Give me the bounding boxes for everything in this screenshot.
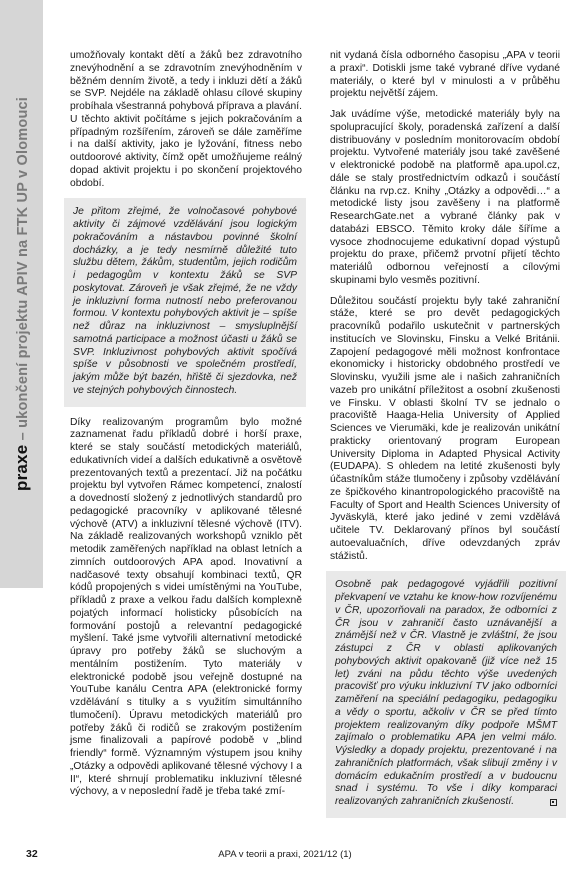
left-paragraph-1: umožňovaly kontakt dětí a žáků bez zdravotního znevýhodnění a se zdravotním znevýhodněním v běžném denním životě, a tedy i inkluzi dětí a žáků se SVP. Nejdéle na základě ohlasu cílové skupiny probíhala všestranná pohybová příprava a plavání. U těchto aktivit počítáme s jejich pokračováním a případným rozšířením, zároveň se dále zaměříme i na další aktivity, jako je lyžování, fitness nebo outdoorové aktivity, čímž opět umožňujeme reálný dopad aktivit projektu i po skončení projektového období. <box>70 50 302 189</box>
left-paragraph-2: Díky realizovaným programům bylo možné zaznamenat řadu příkladů dobré i horší praxe, které se staly součástí metodických materiálů, edukativních videí a dalších edukativně a osvětově prezentovaných textů a prezentací. Již na počátku projektu byl vytvořen Rámec kompetencí, znalostí a dovedností složený z jednotlivých standardů pro pedagogické pracovníky v aplikované tělesné výchově (ATV) a inkluzivní tělesné výchově (ITV). Na základě realizovaných workshopů vzniklo pět metodik zaměřených například na oblast letních a zimních outdoorových APA apod. Inovativní a nadčasové texty obsahují kombinaci textů, QR kódů propojených s videi umístěnými na YouTube, příkladů z praxe a velkou řadu dalších komplexně pojatých informací holisticky působících na formování postojů a relevantní pedagogické myšlení. Také jsme vytvořili alternativní metodické úpravy pro potřeby žáků se sluchovým a mentálním postižením. Tyto materiály v elektronické podobě jsou veřejně dostupné na YouTube kanálu Centra APA (elektronické formy vzdělávání s titulky a s využitím simultánního tlumočení). Úpravu metodických materiálů pro potřeby žáků či rodičů se zrakovým postižením jsme finalizovali a papírové podobě v „blind friendly“ formě. Významným výstupem jsou knihy „Otázky a odpovědi aplikované tělesné výchovy I a II“, které shrnují problematiku inkluzivní tělesné výchovy, a v neposlední řadě je třeba také zmí- <box>70 416 302 798</box>
right-highlight-box <box>326 571 566 818</box>
left-highlight-box <box>64 198 306 406</box>
right-paragraph-1: nit vydaná čísla odborného časopisu „APA v teorii a praxi“. Dotiskli jsme také vybrané dříve vydané materiály, o které byl v minulosti a v průběhu projektu největší zájem. <box>330 50 560 100</box>
section-label-dash: – <box>14 427 31 445</box>
left-column <box>70 50 302 807</box>
left-highlight-text: Je přitom zřejmé, že volnočasové pohybové aktivity či zájmové vzdělávání jsou logickým pokračováním a nástavbou povinné školní docházky, a je tedy nesmírně důležité tuto službu dětem, žákům, studentům, jejich rodičům i pedagogům v kontextu žáků se SVP poskytovat. Zároveň je však zřejmé, že ne vždy je inkluzivní forma nutností nebo preferovanou formou. V kontextu pohybových aktivit je – spíše než důraz na inkluzivnost – smysluplnější samotná participace a možnost účasti u žáků se SVP. Inkluzivnost pohybových aktivit spočívá spíše v působnosti ve společném prostředí, jakým může být bazén, hřiště či sjezdovka, než ve stejných pohybových činnostech. <box>73 206 297 396</box>
section-label-title: ukončení projektu APIV na FTK UP v Olomouci <box>14 97 31 428</box>
right-paragraph-3: Důležitou součástí projektu byly také zahraniční stáže, které se pro devět pedagogických pracovníků podařilo uskutečnit v partnerských institucích ve Slovinsku, Finsku a Velké Británii. Zapojení pedagogové měli možnost konfrontace ekonomicky i historicky obdobného prostředí ve Slovinsku, využili jsme ale i našich zahraničních vazeb pro unikátní příležitost a osobní zkušenosti ve Finsku. V oblasti školní TV se jednalo o pracoviště Haaga-Helia University of Applied Sciences ve Vierumäki, kde je realizován unikátní prakticky orientovaný program European University Diploma in Adapted Physical Activity (EUDAPA). S ohledem na letité zkušenosti byly účastníkům stáže tlumočeny i způsoby vzdělávání ze špičkového kinantropologického pracoviště na Faculty of Sport and Health Sciences University of Jyväskylä, které jako jediné v zemi vzdělává učitele TV. Deklarovaný přínos byl součástí autoevaluačních, dříve odevzdaných zpráv stážistů. <box>330 295 560 562</box>
right-highlight-text: Osobně pak pedagogové vyjádřili pozitivní překvapení ve vztahu ke know-how rozvíjenému v ČR, upozorňovali na paradox, že odborníci z ČR jsou v zahraničí často uznávanější a známější než v ČR. Vlastně je zvláštní, že jsou zástupci z ČR v oblasti aplikovaných pohybových aktivit opakovaně (již více než 15 let) zváni na půdu těchto výše uvedených pracovišť pro výuku inkluzivní TV jako odborníci zaměření na speciální pedagogiku, pedagogiku a vědy o sportu, ačkoliv v ČR se před tímto projektem realizovaným díky podpoře MŠMT zajímalo o problematiku APA jen velmi málo. Výsledky a dopady projektu, prezentované i na zahraničních platformách, však slibují změny i v domácím edukačním prostředí a v budoucnu snad i systému. To vše i díky komparaci realizovaných zahraničních zkušeností. <box>335 579 557 807</box>
end-of-article-icon <box>550 799 557 806</box>
section-label-strong: praxe <box>11 444 31 491</box>
page-footer <box>0 848 570 862</box>
right-column <box>330 50 560 828</box>
page-number: 32 <box>26 848 38 860</box>
journal-citation: APA v teorii a praxi, 2021/12 (1) <box>218 849 352 860</box>
right-paragraph-2: Jak uvádíme výše, metodické materiály byly na spolupracující školy, poradenská zařízení a další distribuovány v posledním monitorovacím období projektu. Vytvořené materiály jsou také zavěšené v elektronické podobě na platformě apa.upol.cz, dále se staly prostřednictvím odkazů i součástí článku na rvp.cz. Knihy „Otázky a odpovědi…“ a metodické listy jsou zavěšeny i na platformě ResearchGate.net a vybrané články pak v databázi EBSCO. Těmito kroky dále šíříme a vysoce zhodnocujeme edukativní dopad výstupů projektu do praxe, přičemž prvotní přijetí těchto materiálů odbornou veřejností a cílovými skupinami bylo vesměs pozitivní. <box>330 109 560 286</box>
section-label <box>0 0 43 588</box>
